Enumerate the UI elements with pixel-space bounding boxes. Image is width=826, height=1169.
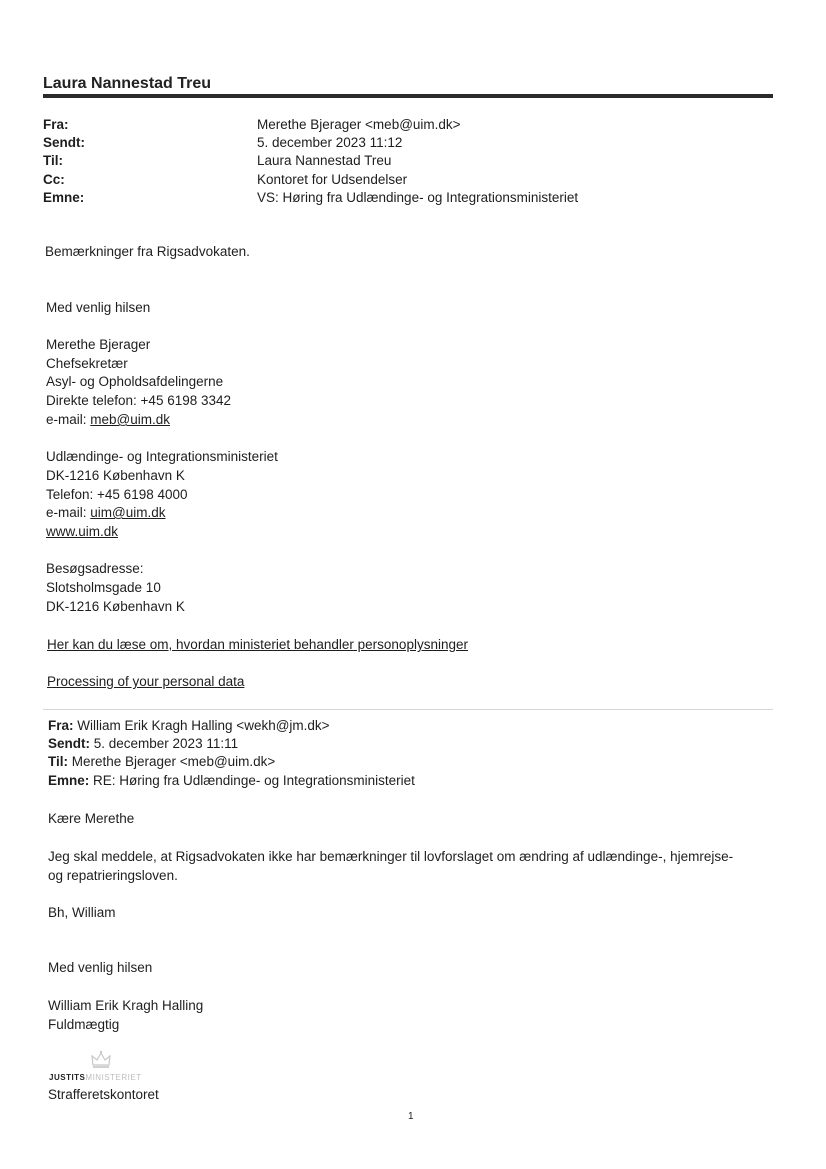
quoted-office: Strafferetskontoret (48, 1087, 159, 1102)
signature-email-line (46, 411, 170, 429)
quoted-sent-label: Sendt: (48, 736, 90, 751)
quoted-from-label: Fra: (48, 718, 74, 733)
quoted-sign-off: Bh, William (48, 905, 116, 920)
header-to-label: Til: (43, 153, 63, 168)
header-sent-label: Sendt: (43, 135, 85, 150)
quoted-sent (48, 735, 238, 753)
quoted-body-line1: Jeg skal meddele, at Rigsadvokaten ikke har bemærkninger til lovforslaget om ændring af udlændinge-, hjemrejse- (48, 849, 734, 864)
header-cc-value: Kontoret for Udsendelser (257, 172, 408, 187)
quote-divider (43, 709, 773, 710)
header-subject-label: Emne: (43, 190, 85, 205)
logo-text-dark: JUSTITS (49, 1073, 86, 1082)
email-link[interactable]: meb@uim.dk (90, 412, 170, 427)
signature-phone: Direkte telefon: +45 6198 3342 (46, 393, 232, 408)
header-to-value: Laura Nannestad Treu (257, 153, 392, 168)
signature-name: Merethe Bjerager (46, 337, 151, 352)
visit-street: Slotsholmsgade 10 (46, 580, 161, 595)
quoted-from (48, 717, 330, 735)
page-title: Laura Nannestad Treu (43, 75, 212, 92)
website-line (46, 523, 118, 541)
header-cc-label: Cc: (43, 172, 65, 187)
quoted-subject-label: Emne: (48, 773, 90, 788)
header-from-label: Fra: (43, 117, 69, 132)
quoted-from-value: William Erik Kragh Halling <wekh@jm.dk> (73, 718, 330, 733)
quoted-greeting: Med venlig hilsen (48, 960, 153, 975)
quoted-sent-value: 5. december 2023 11:11 (90, 736, 239, 751)
quoted-name: William Erik Kragh Halling (48, 998, 204, 1013)
visit-label: Besøgsadresse: (46, 561, 144, 576)
org-email-link[interactable]: uim@uim.dk (90, 505, 166, 520)
signature-title: Chefsekretær (46, 356, 128, 371)
crown-icon (90, 1050, 112, 1070)
privacy-link-en[interactable]: Processing of your personal data (47, 674, 245, 689)
visit-city: DK-1216 København K (46, 599, 185, 614)
quoted-to (48, 753, 275, 771)
org-city: DK-1216 København K (46, 468, 185, 483)
org-name: Udlændinge- og Integrationsministeriet (46, 449, 278, 464)
ministry-logo (49, 1073, 142, 1082)
signature-dept: Asyl- og Opholdsafdelingerne (46, 374, 224, 389)
quoted-subject-value: RE: Høring fra Udlændinge- og Integrationsministeriet (89, 773, 415, 788)
page-number: 1 (408, 1111, 414, 1122)
header-subject-value: VS: Høring fra Udlændinge- og Integrationsministeriet (257, 190, 579, 205)
quoted-to-label: Til: (48, 754, 68, 769)
org-phone: Telefon: +45 6198 4000 (46, 487, 188, 502)
quoted-body-line2: og repatrieringsloven. (48, 868, 178, 883)
greeting: Med venlig hilsen (46, 300, 151, 315)
privacy-link-da[interactable]: Her kan du læse om, hvordan ministeriet behandler personoplysninger (47, 637, 468, 652)
quoted-subject (48, 772, 415, 790)
logo-text-light: MINISTERIET (85, 1073, 142, 1082)
org-email-label: e-mail: (46, 505, 91, 520)
privacy-en-line (47, 673, 244, 691)
quoted-salutation: Kære Merethe (48, 811, 135, 826)
email-label: e-mail: (46, 412, 91, 427)
header-from-value: Merethe Bjerager <meb@uim.dk> (257, 117, 461, 132)
quoted-title: Fuldmægtig (48, 1017, 120, 1032)
header-sent-value: 5. december 2023 11:12 (257, 135, 403, 150)
quoted-to-value: Merethe Bjerager <meb@uim.dk> (68, 754, 276, 769)
intro-text: Bemærkninger fra Rigsadvokaten. (45, 244, 250, 259)
privacy-da-line (47, 636, 468, 654)
website-link[interactable]: www.uim.dk (46, 524, 119, 539)
org-email-line (46, 504, 166, 522)
title-rule (43, 94, 773, 98)
